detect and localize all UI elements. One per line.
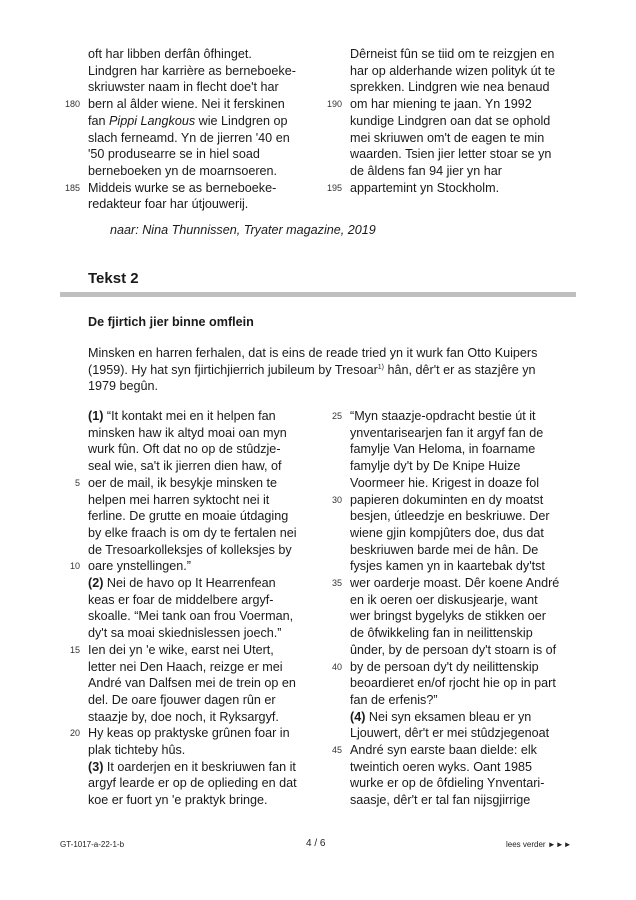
line-text: seal wie, sa't ik jierren dien haw, of <box>88 459 282 474</box>
line-text: “It kontakt mei en it helpen fan <box>103 409 276 423</box>
line-text: beskriuwen barde mei de hân. De <box>350 542 539 557</box>
line-text: fan de erfenis?” <box>350 692 438 707</box>
intro-paragraph <box>88 345 578 395</box>
line-number: 45 <box>331 745 342 756</box>
line-text: argyf learde er op de oplieding en dat <box>88 776 297 791</box>
line-text: letter nei Den Haach, reizge er mei <box>88 659 283 674</box>
text-line <box>350 441 559 458</box>
text-line <box>88 345 578 362</box>
text-line <box>350 146 555 163</box>
line-text: hân, dêr't er as stazjêre yn <box>384 362 536 377</box>
line-number: 180 <box>64 99 80 110</box>
text-line <box>350 458 559 475</box>
line-text: “Myn staazje-opdracht bestie út it <box>350 409 536 423</box>
text-line <box>88 675 297 692</box>
line-number: 15 <box>69 644 80 655</box>
line-text: papieren dokuminten en dy moatst <box>350 492 544 507</box>
line-text: famylje Van Heloma, in foarname <box>350 442 536 457</box>
line-text: It oarderjen en it beskriuwen fan it <box>103 759 296 774</box>
text-line <box>88 362 578 379</box>
line-text: plak tichteby hûs. <box>88 743 186 758</box>
line-text: koe er fuort yn 'e praktyk bringe. <box>88 793 268 808</box>
line-text: dy't sa moai skiednislessen joech.” <box>88 626 282 641</box>
line-text: keas er foar de middelbere argyf- <box>88 592 274 607</box>
text-line <box>350 475 559 492</box>
text-line <box>350 675 559 692</box>
text-line <box>88 113 296 130</box>
paragraph-number: (4) <box>350 709 366 724</box>
text-line <box>331 659 559 676</box>
line-number: 5 <box>74 477 80 488</box>
source-citation: naar: Nina Thunnissen, Tryater magazine, 2019 <box>110 223 376 237</box>
text-line <box>88 775 297 792</box>
text-line <box>350 46 555 63</box>
text-line <box>64 180 296 197</box>
line-text: de âldens fan 94 jier yn har <box>350 163 502 178</box>
line-text: by elke fraach is om dy te fertalen nei <box>88 525 297 540</box>
line-text: André syn earste baan dielde: elk <box>350 743 537 758</box>
line-number: 185 <box>64 182 80 193</box>
book-title: Pippi Langkous <box>109 113 196 128</box>
text-line <box>350 508 559 525</box>
line-text: helpen mei harren syktocht nei it <box>88 492 270 507</box>
line-text: slach ferneamd. Yn de jierren '40 en <box>88 130 290 145</box>
line-number: 190 <box>326 99 342 110</box>
text-line <box>88 542 297 559</box>
line-number: 20 <box>69 728 80 739</box>
text-line <box>88 592 297 609</box>
text-line <box>350 792 559 809</box>
top-left-column <box>64 46 296 213</box>
text-line <box>350 558 559 575</box>
text-line <box>88 163 296 180</box>
text-line <box>88 63 296 80</box>
text-line <box>350 425 559 442</box>
line-text: Voormeer hie. Krigest in doaze fol <box>350 475 540 490</box>
text-line <box>88 659 297 676</box>
line-number: 30 <box>331 494 342 505</box>
text-line <box>331 408 559 425</box>
footer-continue: lees verder ►►► <box>506 840 572 849</box>
text-line <box>350 759 559 776</box>
line-text: de ôfwikkeling fan in neilittenskip <box>350 626 533 641</box>
line-text: wer bringst bygelyks de stikken oer <box>350 609 546 624</box>
footer-code: GT-1017-a-22-1-b <box>60 840 125 849</box>
text-line <box>350 113 555 130</box>
line-text: wiene gjin kompjûters doe, dus dat <box>350 525 544 540</box>
text-line <box>88 378 578 395</box>
text-line <box>350 542 559 559</box>
text-line <box>88 625 297 642</box>
line-text: har op alderhande wizen polityk út te <box>350 63 556 78</box>
text-line <box>88 525 297 542</box>
line-text: mei skriuwen om't de eagen te min <box>350 130 545 145</box>
line-text: Nei de havo op It Hearrenfean <box>103 576 276 591</box>
footnote-marker: 1) <box>377 363 384 371</box>
body-left-column <box>69 408 297 809</box>
line-text: 1979 begûn. <box>88 379 159 394</box>
line-text: skriuwster naam in flecht doe't har <box>88 80 279 95</box>
line-text: tweintich oeren wyks. Oant 1985 <box>350 759 533 774</box>
text-line <box>88 792 297 809</box>
line-text: wer oarderje moast. Dêr koene André <box>350 576 560 591</box>
text-line <box>88 46 296 63</box>
text-line <box>350 592 559 609</box>
line-number: 25 <box>331 411 342 421</box>
line-text: André van Dalfsen mei de trein op en <box>88 676 296 691</box>
text-line <box>350 692 559 709</box>
line-text: wurk fûn. Oft dat no op de stûdzje- <box>88 442 281 457</box>
text-line <box>64 96 296 113</box>
text-line <box>350 63 555 80</box>
line-text: oare ynstellingen.” <box>88 559 191 574</box>
body-right-column <box>331 408 560 809</box>
text-line <box>88 709 297 726</box>
text-line <box>326 180 555 197</box>
text-line <box>350 608 559 625</box>
text-line <box>350 775 559 792</box>
line-text: staazje by, doe noch, it Ryksargyf. <box>88 709 279 724</box>
top-right-column <box>326 46 556 196</box>
line-text: saasje, dêr't er tal fan nijsgjirrige <box>350 793 531 808</box>
text-line <box>331 575 560 592</box>
line-text: bern al âlder wiene. Nei it ferskinen <box>88 97 285 112</box>
line-text: skoalle. “Mei tank oan frou Voerman, <box>88 609 294 624</box>
text-line <box>88 492 297 509</box>
text-line <box>88 458 297 475</box>
line-text: fysjes kamen yn in kaartebak dy'tst <box>350 559 545 574</box>
line-text: beoardieret en/of rjocht hie op in part <box>350 676 556 691</box>
line-text: besjen, útleedzje en beskriuwe. Der <box>350 509 550 524</box>
text-line <box>88 575 297 592</box>
line-number: 35 <box>331 578 342 589</box>
line-text: wie Lindgren op <box>195 113 288 128</box>
line-text: (1959). Hy hat syn fjirtichjierrich jubileum by Tresoar <box>88 362 378 377</box>
text-line <box>88 508 297 525</box>
text-line <box>69 642 297 659</box>
text-line <box>331 492 559 509</box>
line-text: oer de mail, ik besykje minsken te <box>88 475 277 490</box>
text-line <box>350 642 559 659</box>
line-text: redakteur foar har útjouwerij. <box>88 197 249 212</box>
line-text: ûnder, by de persoan dy't stoarn is of <box>350 642 557 657</box>
text-line <box>88 759 297 776</box>
line-text: wurke er op de ôfdieling Ynventari- <box>350 776 545 791</box>
line-text: Lindgren har karrière as berneboeke- <box>88 63 296 78</box>
text-line <box>88 425 297 442</box>
text-line <box>331 742 559 759</box>
footer-page-number: 4 / 6 <box>306 838 326 849</box>
text-line <box>69 725 297 742</box>
text-line <box>350 130 555 147</box>
line-text: om har miening te jaan. Yn 1992 <box>350 97 532 112</box>
text-line <box>88 130 296 147</box>
text-line <box>350 525 559 542</box>
line-text: '50 produsearre se in hiel soad <box>88 147 260 162</box>
text-line <box>74 475 297 492</box>
line-text: Dêrneist fûn se tiid om te reizgjen en <box>350 47 555 61</box>
section-title: Tekst 2 <box>88 270 139 287</box>
text-line <box>88 408 297 425</box>
line-number: 40 <box>331 661 342 672</box>
text-line <box>88 608 297 625</box>
text-line <box>350 163 555 180</box>
line-text: berneboeken yn de moarnsoeren. <box>88 163 278 178</box>
line-text: appartemint yn Stockholm. <box>350 180 500 195</box>
paragraph-number: (2) <box>88 576 104 591</box>
line-text: Minsken en harren ferhalen, dat is eins de reade tried yn it wurk fan Otto Kuipers <box>88 346 538 360</box>
paragraph-number: (3) <box>88 759 104 774</box>
text-line <box>88 742 297 759</box>
article-title: De fjirtich jier binne omflein <box>88 315 254 329</box>
paragraph-number: (1) <box>88 409 104 423</box>
line-text: del. De oare fjouwer dagen rûn er <box>88 692 276 707</box>
text-line <box>88 441 297 458</box>
text-line <box>88 692 297 709</box>
line-text: Ien dei yn 'e wike, earst nei Utert, <box>88 642 274 657</box>
line-number: 195 <box>326 182 342 193</box>
text-line <box>350 725 559 742</box>
line-text: famylje dy't by De Knipe Huize <box>350 459 521 474</box>
line-text: sprekken. Lindgren wie nea benaud <box>350 80 550 95</box>
line-text: oft har libben derfân ôfhinget. <box>88 47 252 61</box>
text-line <box>350 625 559 642</box>
line-text: minsken haw ik altyd moai oan myn <box>88 425 287 440</box>
line-text: Middeis wurke se as berneboeke- <box>88 180 277 195</box>
text-line <box>88 79 296 96</box>
line-text: ynventarisearjen fan it argyf fan de <box>350 425 544 440</box>
section-divider <box>60 292 576 297</box>
line-text: en ik oeren oer diskusjearje, want <box>350 592 538 607</box>
line-text: de Tresoarkolleksjes of kolleksjes by <box>88 542 292 557</box>
text-line <box>350 709 559 726</box>
text-line <box>326 96 555 113</box>
line-text: fan <box>88 113 110 128</box>
text-line <box>88 196 296 213</box>
text-line <box>69 558 297 575</box>
line-text: Nei syn eksamen bleau er yn <box>365 709 532 724</box>
text-line <box>350 79 555 96</box>
line-text: ferline. De grutte en moaie útdaging <box>88 509 289 524</box>
line-text: Ljouwert, dêr't er mei stûdzjegenoat <box>350 726 550 741</box>
line-text: by de persoan dy't dy neilittenskip <box>350 659 539 674</box>
line-number: 10 <box>69 561 80 572</box>
line-text: kundige Lindgren oan dat se ophold <box>350 113 551 128</box>
text-line <box>88 146 296 163</box>
line-text: Hy keas op praktyske grûnen foar in <box>88 726 290 741</box>
line-text: waarden. Tsien jier letter stoar se yn <box>350 147 552 162</box>
